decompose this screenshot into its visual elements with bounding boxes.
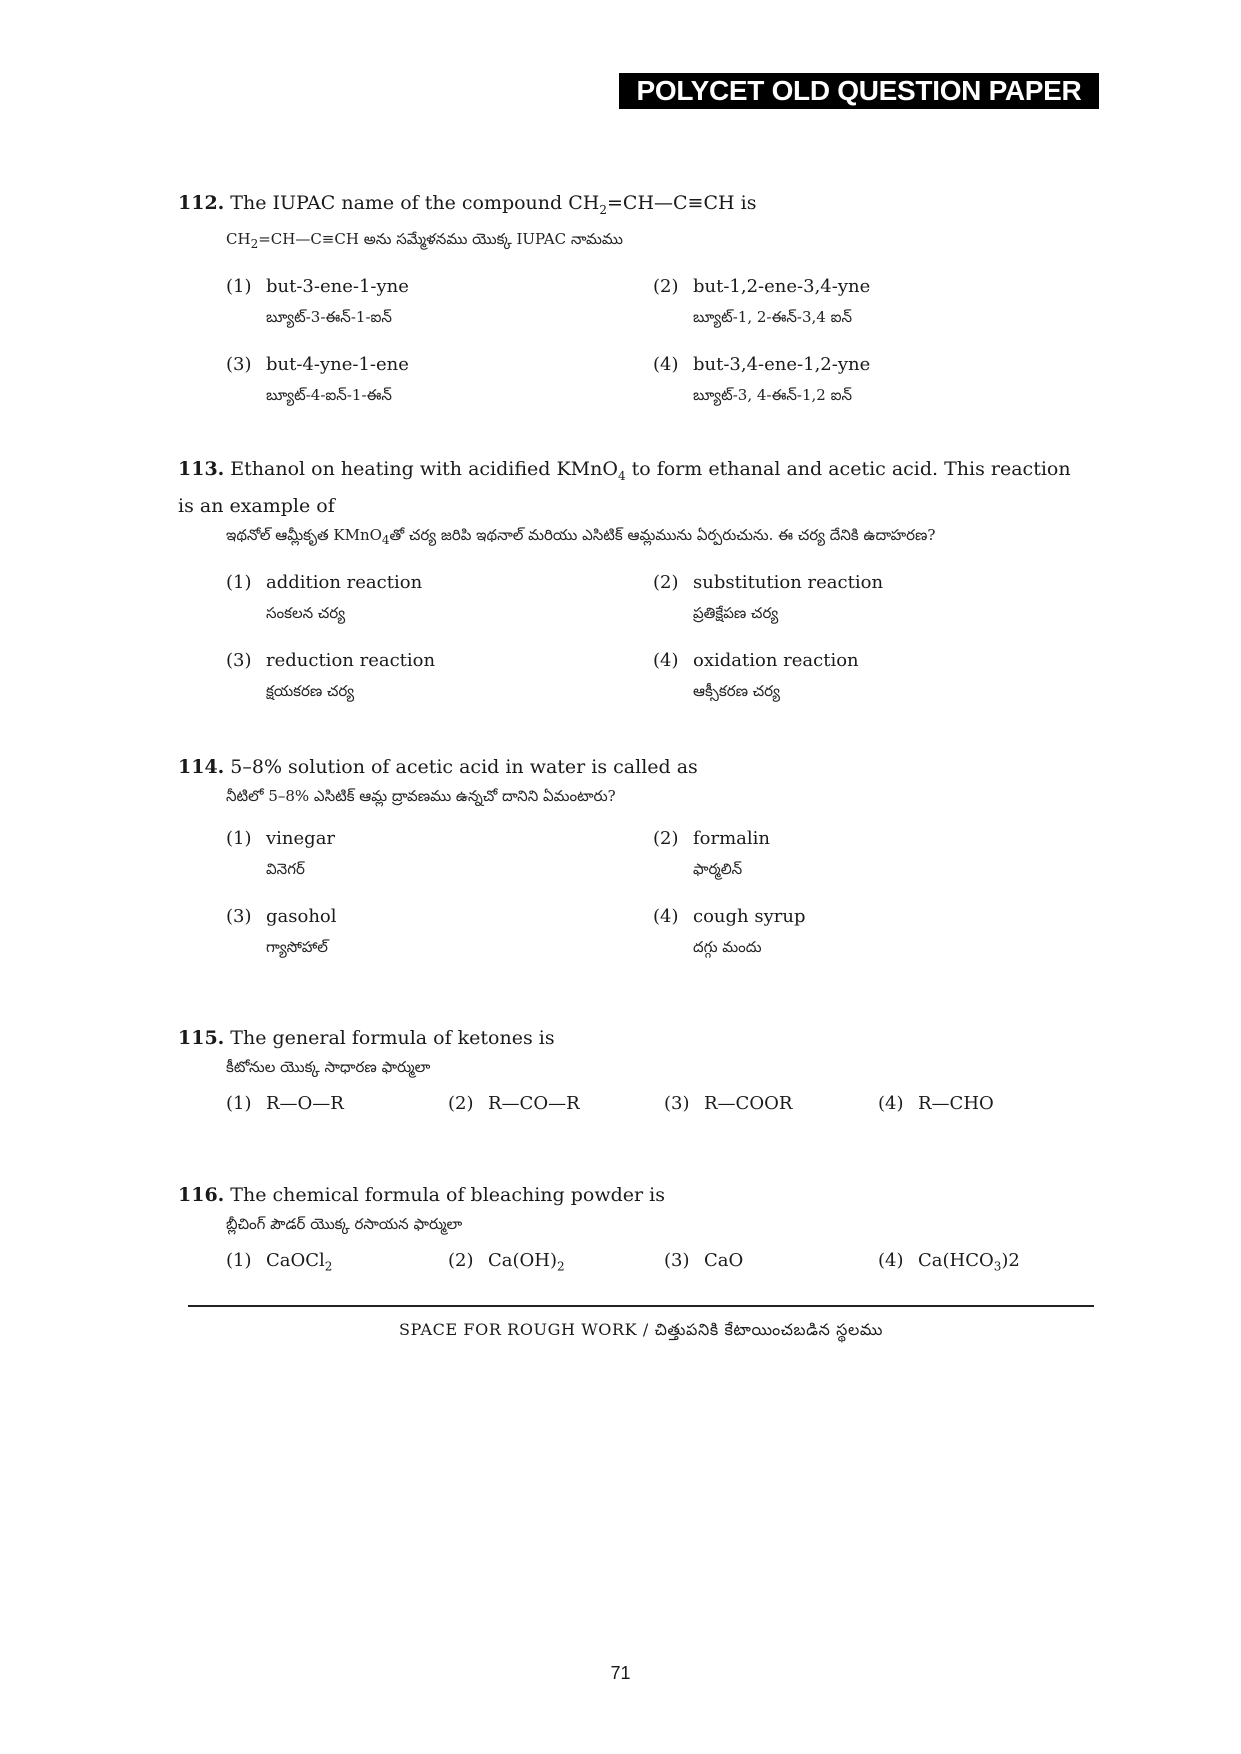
- option-2: (2) R—CO—R: [448, 1093, 580, 1114]
- option-2: (2) formalin ఫార్మలిన్: [653, 828, 771, 878]
- option-4: (4) but-3,4-ene-1,2-yne బ్యూట్-3, 4-ఈన్-1,2 ఐన్: [653, 353, 871, 404]
- rough-work-label: SPACE FOR ROUGH WORK / చిత్తుపనికి కేటాయించబడిన స్థలము: [399, 1320, 883, 1339]
- option-2: (2) but-1,2-ene-3,4-yne బ్యూట్-1, 2-ఈన్-3,4 ఐన్: [653, 275, 871, 326]
- option-3: (3) reduction reaction క్షయకరణ చర్య: [226, 649, 436, 700]
- question-115: [178, 1023, 1088, 1125]
- option-2: (2) $Ca(OH)_2$: [448, 1250, 565, 1274]
- question-text: 112. The IUPAC name of the compound $CH_2=CH—C\equiv CH$ is: [178, 192, 757, 217]
- option-1: (1) but-3-ene-1-yne బ్యూట్-3-ఈన్-1-ఐన్: [226, 275, 409, 326]
- question-text-telugu: కీటోనుల యొక్క సాధారణ ఫార్ములా: [226, 1058, 431, 1076]
- question-text-telugu: బ్లీచింగ్ పౌడర్ యొక్క రసాయన ఫార్ములా: [226, 1215, 463, 1233]
- question-number: 112.: [178, 192, 225, 214]
- page-number: 71: [610, 1663, 631, 1683]
- option-4: (4) oxidation reaction ఆక్సీకరణ చర్య: [653, 649, 859, 700]
- option-3: (3) R—COOR: [664, 1093, 793, 1114]
- question-112: [178, 188, 1088, 428]
- question-116: [178, 1180, 1088, 1282]
- question-text: 115. The general formula of ketones is: [178, 1027, 555, 1049]
- option-1: (1) vinegar వినెగర్: [226, 828, 336, 878]
- question-text-telugu: నీటిలో 5–8% ఎసిటిక్ ఆమ్ల ద్రావణము ఉన్నచో దానిని ఏమంటారు?: [226, 787, 616, 805]
- option-1: (1) R—O—R: [226, 1093, 344, 1114]
- option-4: (4) R—CHO: [878, 1093, 994, 1114]
- option-3: (3) CaO: [664, 1250, 744, 1271]
- option-2: (2) substitution reaction ప్రతిక్షేపణ చర్య: [653, 571, 884, 622]
- question-text-telugu: ఇథనోల్ ఆమ్లీకృత KMnO$_4$తో చర్య జరిపి ఇథనాల్ మరియు ఎసిటిక్ ఆమ్లమును ఏర్పరుచును. ఈ చర్య దేనికి ఉదాహరణ?: [226, 525, 936, 547]
- question-text-telugu: $CH_2=CH—C\equiv CH$ అను సమ్మేళనము యొక్క IUPAC నామము: [226, 229, 623, 251]
- option-1: (1) addition reaction సంకలన చర్య: [226, 571, 423, 622]
- option-3: (3) but-4-yne-1-ene బ్యూట్-4-ఐన్-1-ఈన్: [226, 353, 409, 404]
- option-1: (1) CaOCl$_2$: [226, 1250, 333, 1274]
- question-text: 114. 5–8% solution of acetic acid in water is called as: [178, 756, 698, 778]
- question-text: 116. The chemical formula of bleaching powder is: [178, 1184, 665, 1206]
- question-114: [178, 752, 1088, 980]
- footer-divider: [188, 1305, 1094, 1307]
- option-3: (3) gasohol గ్యాసోహాల్: [226, 906, 337, 956]
- page-banner-title: POLYCET OLD QUESTION PAPER: [619, 73, 1099, 109]
- question-text: 113. Ethanol on heating with acidified KMnO$_4$ to form ethanal and acetic acid. This reaction is an example of: [178, 458, 1071, 517]
- option-4: (4) cough syrup దగ్గు మందు: [653, 906, 806, 956]
- question-113: [178, 454, 1088, 724]
- option-4: (4) $Ca(HCO_3)2$: [878, 1250, 1020, 1274]
